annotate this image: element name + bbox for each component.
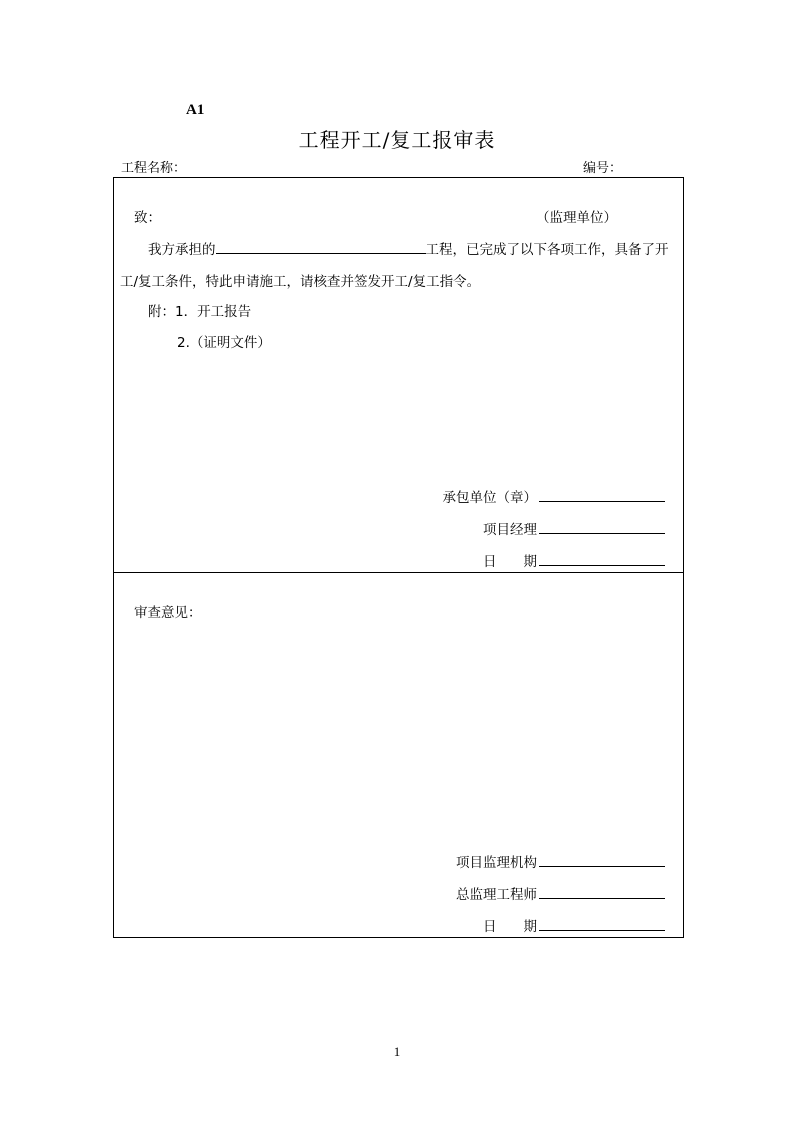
application-date-blank[interactable]	[539, 551, 665, 566]
application-section	[113, 177, 684, 573]
application-body-line1	[148, 238, 669, 258]
contractor-signature-row	[443, 486, 666, 506]
project-manager-blank[interactable]	[539, 519, 665, 534]
attachment-1: 附：1．开工报告	[148, 304, 252, 320]
project-manager-signature-row	[483, 518, 665, 538]
contractor-unit-label: 承包单位（章）	[442, 490, 537, 506]
supervision-org-row	[456, 851, 665, 871]
chief-engineer-row	[456, 883, 665, 903]
contractor-unit-blank[interactable]	[539, 487, 665, 502]
project-name-blank[interactable]	[216, 239, 426, 254]
review-date-row	[483, 915, 665, 935]
body-prefix: 我方承担的	[148, 242, 216, 258]
page-number: 1	[393, 1044, 401, 1059]
chief-engineer-blank[interactable]	[539, 884, 665, 899]
application-date-label: 日 期	[483, 554, 537, 570]
body-suffix: 工程，已完成了以下各项工作，具备了开	[425, 242, 669, 258]
project-manager-label: 项目经理	[483, 522, 537, 538]
form-code: A1	[186, 102, 205, 118]
page-title: 工程开工/复工报审表	[298, 128, 496, 152]
review-section	[113, 572, 684, 938]
application-body-line2: 工/复工条件，特此申请施工，请核查并签发开工/复工指令。	[120, 274, 481, 290]
project-name-label: 工程名称：	[121, 161, 187, 176]
serial-number-label: 编号：	[583, 161, 623, 176]
supervision-org-label: 项目监理机构	[456, 855, 537, 871]
addressee-label: 致：	[134, 210, 161, 226]
review-date-blank[interactable]	[539, 916, 665, 931]
application-date-row	[483, 550, 665, 570]
supervision-org-blank[interactable]	[539, 852, 665, 867]
review-date-label: 日 期	[483, 919, 537, 935]
review-opinion-label: 审查意见：	[134, 605, 202, 621]
attachment-2: 2.（证明文件）	[177, 335, 271, 351]
chief-engineer-label: 总监理工程师	[456, 887, 537, 903]
supervisor-unit-label: （监理单位）	[536, 210, 617, 226]
